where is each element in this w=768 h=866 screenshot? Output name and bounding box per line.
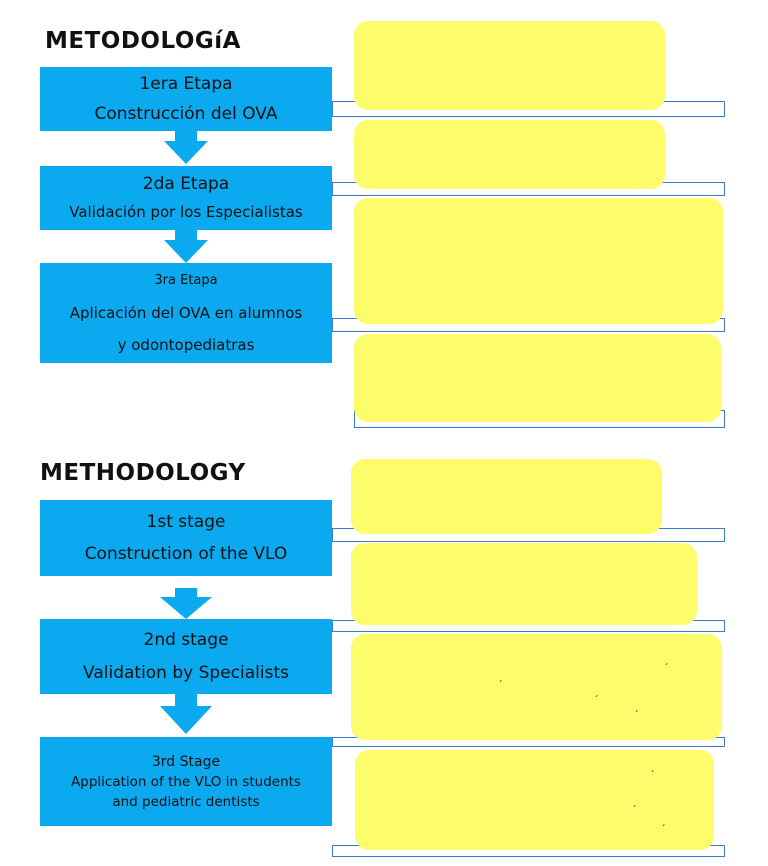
spanish-stage-2-heading: 2da Etapa <box>142 174 230 194</box>
english-stage-3-text: Application of the VLO in students <box>71 773 301 790</box>
stray-mark: ˏ <box>498 673 503 683</box>
spanish-stage-3-text-2: y odontopediatras <box>117 336 255 354</box>
stray-mark: ˏ <box>594 688 599 698</box>
spanish-arrow-2 <box>164 240 208 263</box>
english-stage-2 <box>40 619 332 694</box>
stray-mark: ˏ <box>661 817 666 827</box>
english-stage-2-heading: 2nd stage <box>143 629 229 650</box>
english-note-3 <box>351 634 722 740</box>
spanish-note-4 <box>354 334 721 422</box>
spanish-stage-3 <box>40 263 332 363</box>
spanish-arrow-1-stem <box>175 131 197 141</box>
stray-mark: ˏ <box>634 703 639 713</box>
english-stage-1-heading: 1st stage <box>146 512 226 532</box>
english-stage-3-text-2: and pediatric dentists <box>112 793 260 810</box>
spanish-stage-1 <box>40 67 332 131</box>
spanish-stage-1-heading: 1era Etapa <box>139 74 233 94</box>
spanish-note-1 <box>354 21 665 110</box>
stray-mark: ˏ <box>650 763 655 773</box>
spanish-stage-1-text: Construcción del OVA <box>94 104 278 124</box>
english-arrow-2 <box>160 706 212 734</box>
english-arrow-1 <box>160 597 212 619</box>
english-note-4 <box>355 750 714 850</box>
english-arrow-2-stem <box>175 694 197 706</box>
english-note-1 <box>351 459 662 534</box>
spanish-stage-3-heading: 3ra Etapa <box>154 273 218 288</box>
spanish-arrow-1 <box>164 141 208 164</box>
spanish-arrow-2-stem <box>175 230 197 240</box>
english-stage-2-text: Validation by Specialists <box>83 662 289 683</box>
spanish-stage-3-text: Aplicación del OVA en alumnos <box>69 304 303 322</box>
spanish-stage-2 <box>40 166 332 230</box>
english-stage-1 <box>40 500 332 576</box>
english-stage-3 <box>40 737 332 826</box>
english-title: METHODOLOGY <box>40 460 246 486</box>
spanish-title: METODOLOGíA <box>45 28 241 54</box>
english-stage-3-heading: 3rd Stage <box>151 753 221 770</box>
stray-mark: ˏ <box>632 798 637 808</box>
spanish-note-3 <box>354 198 723 324</box>
english-note-2 <box>351 543 697 625</box>
stray-mark: ˏ <box>664 656 669 666</box>
spanish-stage-2-text: Validación por los Especialistas <box>69 203 303 221</box>
english-stage-1-text: Construction of the VLO <box>84 544 288 564</box>
spanish-note-2 <box>354 120 665 189</box>
